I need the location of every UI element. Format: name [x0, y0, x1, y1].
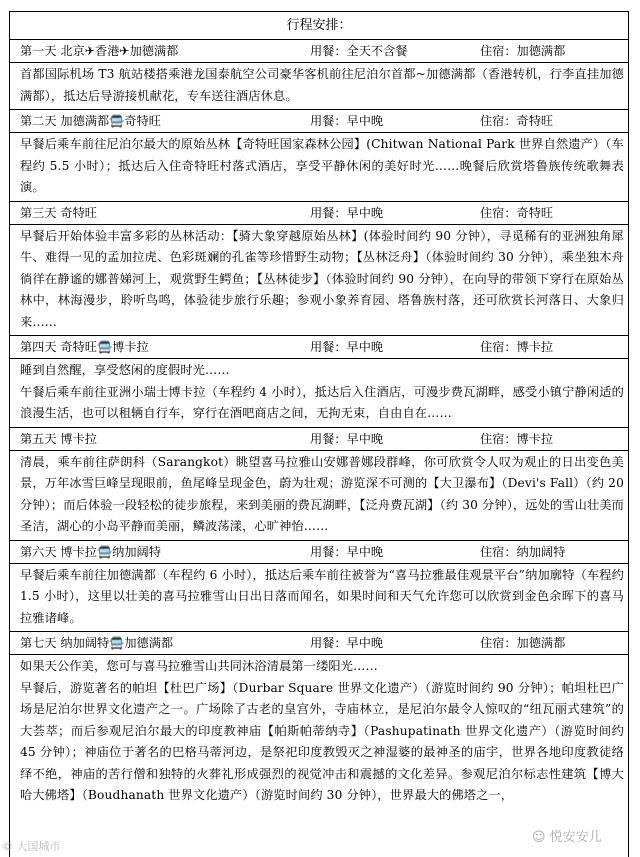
day-header — [10, 336, 628, 359]
day-header — [10, 202, 628, 225]
day-hotel: 住宿：博卡拉 — [480, 431, 554, 446]
day-header — [10, 110, 628, 133]
day-description — [10, 63, 628, 110]
days-container — [10, 40, 628, 809]
day-meal: 用餐：早中晚 — [310, 114, 384, 128]
day-paragraph: 早餐后，游览著名的帕坦【杜巴广场】（Durbar Square 世界文化遗产）（游览时间约 90 分钟）；帕坦杜巴广场是尼泊尔世界文化遗产之一。广场除了古老的皇宫外，寺庙林立，是尼泊尔最令人惊叹的“纽瓦丽式建筑”的大荟萃；而后参观尼泊尔最大的印度教神庙【帕斯帕蒂纳寺】（Pashupatinath 世界文化遗产）（游览时间约 45 分钟）；神庙位于著名的巴格马蒂河边，是祭祀印度教毁灭之神湿婆的最神圣的庙宇，世界各地印度教徒络绎不绝，神庙的苦行僧和独特的火葬礼形成强烈的视觉冲击和震撼的文化差异。参观尼泊尔标志性建筑【博大哈大佛塔】（Boudhanath 世界文化遗产）（游览时间约 30 分钟），世界最大的佛塔之一， — [20, 680, 624, 802]
day-hotel: 住宿：博卡拉 — [480, 340, 554, 354]
watermark-left: © 大国城市 — [2, 840, 61, 853]
day-route: 第二天 加德满都🚍奇特旺 — [20, 114, 161, 128]
day-description — [10, 225, 628, 337]
day-hotel: 住宿：加德满都 — [480, 44, 566, 58]
watermark-right: ☺ 悦安安儿 — [532, 830, 602, 845]
day-paragraph: 早餐后乘车前往尼泊尔最大的原始丛林【奇特旺国家森林公园】(Chitwan National Park 世界自然遗产）（车程约 5.5 小时）；抵达后入住奇特旺村落式酒店，享受平静休闲的美好时光……晚餐后欣赏塔鲁族传统歌舞表演。 — [20, 137, 624, 194]
day-hotel: 住宿：纳加阔特 — [480, 544, 566, 559]
itinerary-table — [9, 11, 629, 857]
day-paragraph: 睡到自然醒，享受悠闲的度假时光…… — [20, 363, 230, 377]
day-description — [10, 564, 628, 633]
day-description — [10, 655, 628, 809]
day-paragraph: 午餐后乘车前往亚洲小瑞士博卡拉（车程约 4 小时），抵达后入住酒店，可漫步费瓦湖畔，感受小镇宁静闲适的浪漫生活，也可以租辆自行车，穿行在酒吧商店之间，无拘无束，自由自在…… — [20, 384, 624, 420]
day-header — [10, 428, 628, 451]
day-paragraph: 首都国际机场 T3 航站楼搭乘港龙国泰航空公司豪华客机前往尼泊尔首都~加德满都（香港转机，行李直挂加德满都），抵达后导游接机献花，专车送往酒店休息。 — [20, 67, 624, 103]
day-description — [10, 451, 628, 541]
day-meal: 用餐：早中晚 — [310, 205, 384, 220]
day-hotel: 住宿：奇特旺 — [480, 114, 554, 128]
day-route: 第六天 博卡拉🚍纳加阔特 — [20, 544, 161, 559]
day-meal: 用餐：早中晚 — [310, 636, 384, 650]
day-route: 第三天 奇特旺 — [20, 205, 97, 220]
day-meal: 用餐：早中晚 — [310, 544, 384, 559]
day-paragraph: 如果天公作美，您可与喜马拉雅雪山共同沐浴清晨第一缕阳光…… — [20, 659, 378, 673]
day-route: 第四天 奇特旺🚍博卡拉 — [20, 340, 149, 354]
day-header — [10, 40, 628, 63]
day-route: 第一天 北京✈香港✈加德满都 — [20, 44, 179, 58]
itinerary-title: 行程安排： — [10, 12, 628, 40]
day-description — [10, 133, 628, 202]
day-paragraph: 清晨，乘车前往萨朗科（Sarangkot）眺望喜马拉雅山安娜普娜段群峰，你可欣赏令人叹为观止的日出变色美景，万年冰雪巨峰呈现眼前，鱼尾峰呈现金色，蔚为壮观；游览深不可测的【大卫瀑布】（Devi's Fall）（约 20 分钟）；而后体验一段轻松的徒步旅程，来到美丽的费瓦湖畔，【泛舟费瓦湖】（约 30 分钟），远处的雪山壮美而圣洁，湖心的小岛平静而美丽，鳞波荡漾，心旷神怡…… — [20, 454, 624, 533]
day-paragraph: 早餐后乘车前往加德满都（车程约 6 小时），抵达后乘车前往被誉为“喜马拉雅最佳观景平台”纳加廓特（车程约 1.5 小时），这里以壮美的喜马拉雅雪山日出日落而闻名，如果时间和天气允许您可以欣赏到金色余晖下的喜马拉雅诸峰。 — [20, 567, 624, 625]
day-meal: 用餐：早中晚 — [310, 340, 384, 354]
day-meal: 用餐：全天不含餐 — [310, 44, 408, 58]
day-header — [10, 541, 628, 564]
day-description — [10, 359, 628, 428]
day-route: 第七天 纳加阔特🚍加德满都 — [20, 636, 174, 650]
day-route: 第五天 博卡拉 — [20, 431, 97, 446]
day-hotel: 住宿：加德满都 — [480, 636, 566, 650]
day-hotel: 住宿：奇特旺 — [480, 205, 554, 220]
day-meal: 用餐：早中晚 — [310, 431, 384, 446]
day-header — [10, 632, 628, 655]
day-paragraph: 早餐后开始体验丰富多彩的丛林活动：【骑大象穿越原始丛林】(体验时间约 90 分钟），寻觅稀有的亚洲独角犀牛、难得一见的孟加拉虎、色彩斑斓的孔雀等珍惜野生动物；【丛林泛舟】（体验时间约 30 分钟），乘坐独木舟徜徉在静谧的娜普娣河上，观赏野生鳄鱼；【丛林徒步】（体验时间约 90 分钟），在向导的带领下穿行在原始丛林中，林海漫步，聆听鸟鸣，体验徒步旅行乐趣；参观小象养育园、塔鲁族村落，还可欣赏长河落日、大象归来…… — [20, 228, 624, 329]
